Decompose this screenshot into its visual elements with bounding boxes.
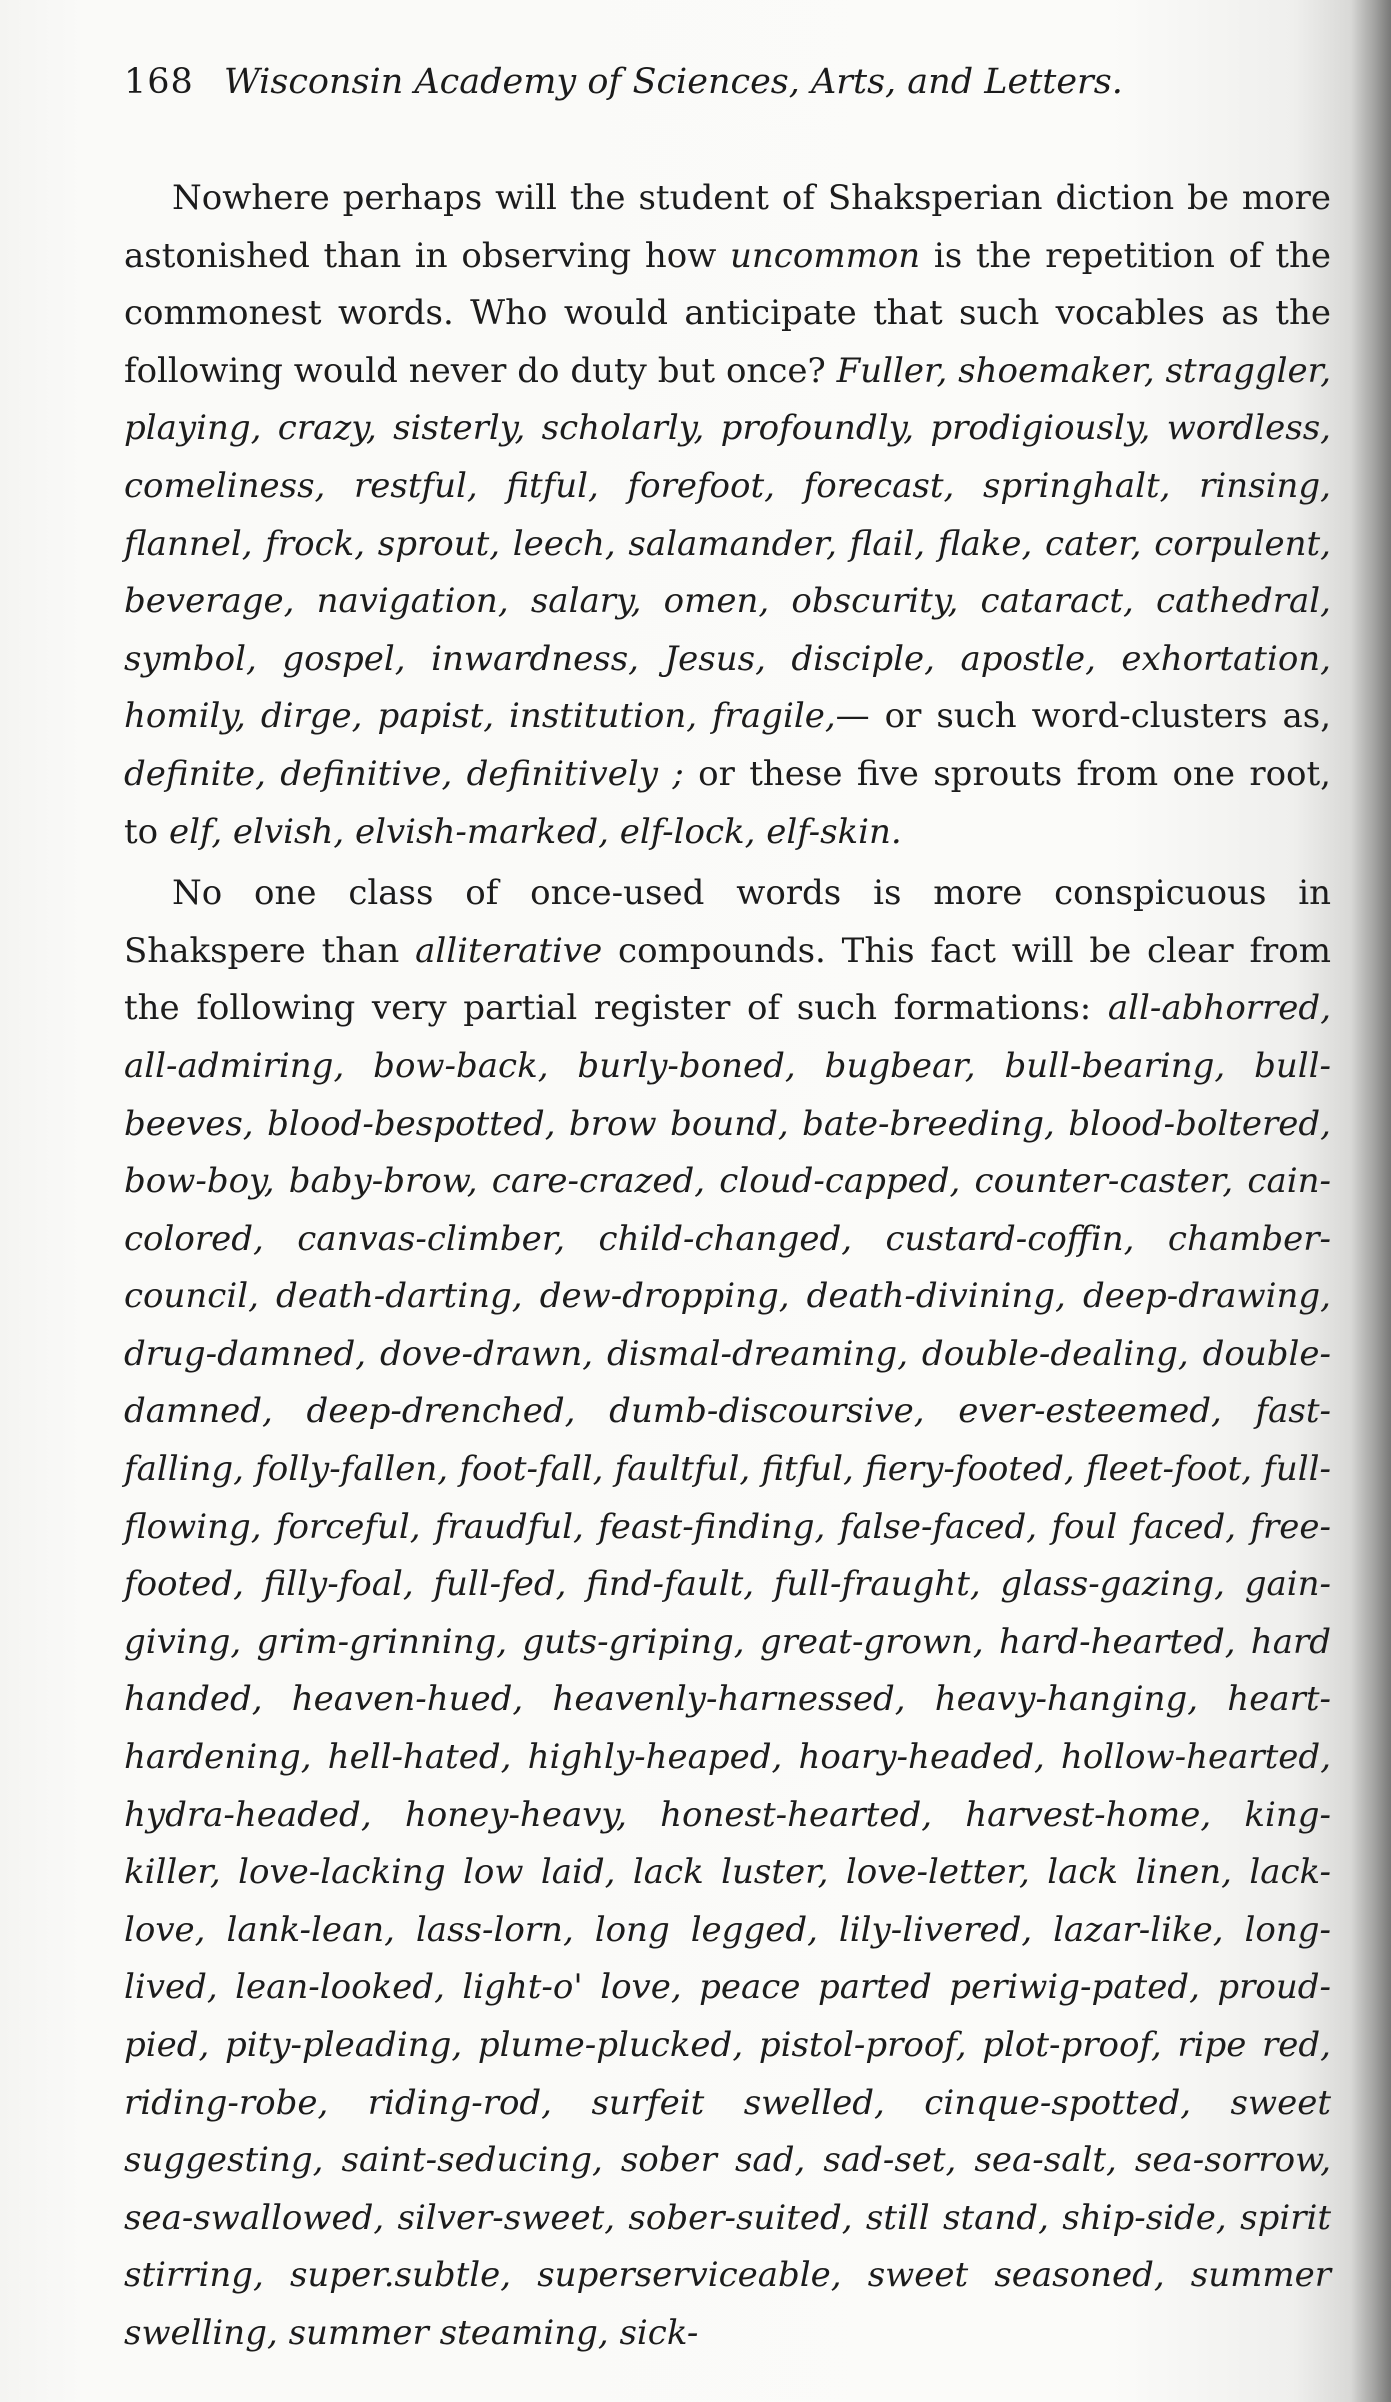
- running-title: Wisconsin Academy of Sciences, Arts, and Letters.: [223, 62, 1123, 102]
- running-header: [124, 62, 1304, 102]
- page-edge-shadow: [1351, 0, 1391, 2402]
- paragraph-2: [124, 865, 1331, 2362]
- p2-intro-1: No one class of once-used words is more conspicuous in Shakspere than: [124, 873, 1331, 971]
- page-number: 168: [124, 62, 194, 102]
- paragraph-1: [124, 170, 1331, 861]
- p1-cluster: definite, definitive, definitively ;: [124, 753, 684, 794]
- p2-emphasis: alliterative: [415, 930, 603, 971]
- p1-word-list: Fuller, shoemaker, straggler, playing, crazy, sisterly, scholarly, profoundly, prodigiously, wordless, comeliness, restful, fitful, forefoot, forecast, springhalt, rinsing, flannel, frock, sprout, leech, salamander, flail, flake, cater, corpulent, beverage, navigation, salary, omen, obscurity, cataract, cathedral, symbol, gospel, inwardness, Jesus, disciple, apostle, exhortation, homily, dirge, papist, institution, fragile,: [124, 350, 1332, 737]
- p1-intro-2: is the repetition of the commonest words. Who would anticipate that such vocables as the following would never do duty but once?: [124, 235, 1331, 391]
- p1-connector: — or such word-clusters as,: [835, 696, 1331, 737]
- p1-connector-2: or these five sprouts from one root, to: [124, 753, 1331, 852]
- p2-intro-2: compounds. This fact will be clear from the following very partial register of such formations:: [124, 930, 1331, 1029]
- p1-emphasis: uncommon: [730, 235, 921, 276]
- p1-sprouts: elf, elvish, elvish-marked, elf-lock, elf-skin.: [168, 811, 902, 852]
- p1-intro-1: Nowhere perhaps will the student of Shaksperian diction be more astonished than in observing how: [124, 178, 1331, 276]
- body-text: [124, 170, 1331, 2363]
- p2-compounds: all-abhorred, all-admiring, bow-back, burly-boned, bugbear, bull-bearing, bull-beeves, blood-bespotted, brow bound, bate-breeding, blood-boltered, bow-boy, baby-brow, care-crazed, cloud-capped, counter-caster, cain-colored, canvas-climber, child-changed, custard-coffin, chamber-council, death-darting, dew-dropping, death-divining, deep-drawing, drug-damned, dove-drawn, dismal-dreaming, double-dealing, double-damned, deep-drenched, dumb-discoursive, ever-esteemed, fast-falling, folly-fallen, foot-fall, faultful, fitful, fiery-footed, fleet-foot, full-flowing, forceful, fraudful, feast-finding, false-faced, foul faced, free-footed, filly-foal, full-fed, find-fault, full-fraught, glass-gazing, gain-giving, grim-grinning, guts-griping, great-grown, hard-hearted, hard handed, heaven-hued, heavenly-harnessed, heavy-hanging, heart-hardening, hell-hated, highly-heaped, hoary-headed, hollow-hearted, hydra-headed, honey-heavy, honest-hearted, harvest-home, king-killer, love-lacking low laid, lack luster, love-letter, lack linen, lack-love, lank-lean, lass-lorn, long legged, lily-livered, lazar-like, long-lived, lean-looked, light-o' love, peace parted periwig-pated, proud-pied, pity-pleading, plume-plucked, pistol-proof, plot-proof, ripe red, riding-robe, riding-rod, surfeit swelled, cinque-spotted, sweet suggesting, saint-seducing, sober sad, sad-set, sea-salt, sea-sorrow, sea-swallowed, silver-sweet, sober-suited, still stand, ship-side, spirit stirring, super.subtle, superserviceable, sweet seasoned, summer swelling, summer steaming, sick-: [124, 988, 1331, 2353]
